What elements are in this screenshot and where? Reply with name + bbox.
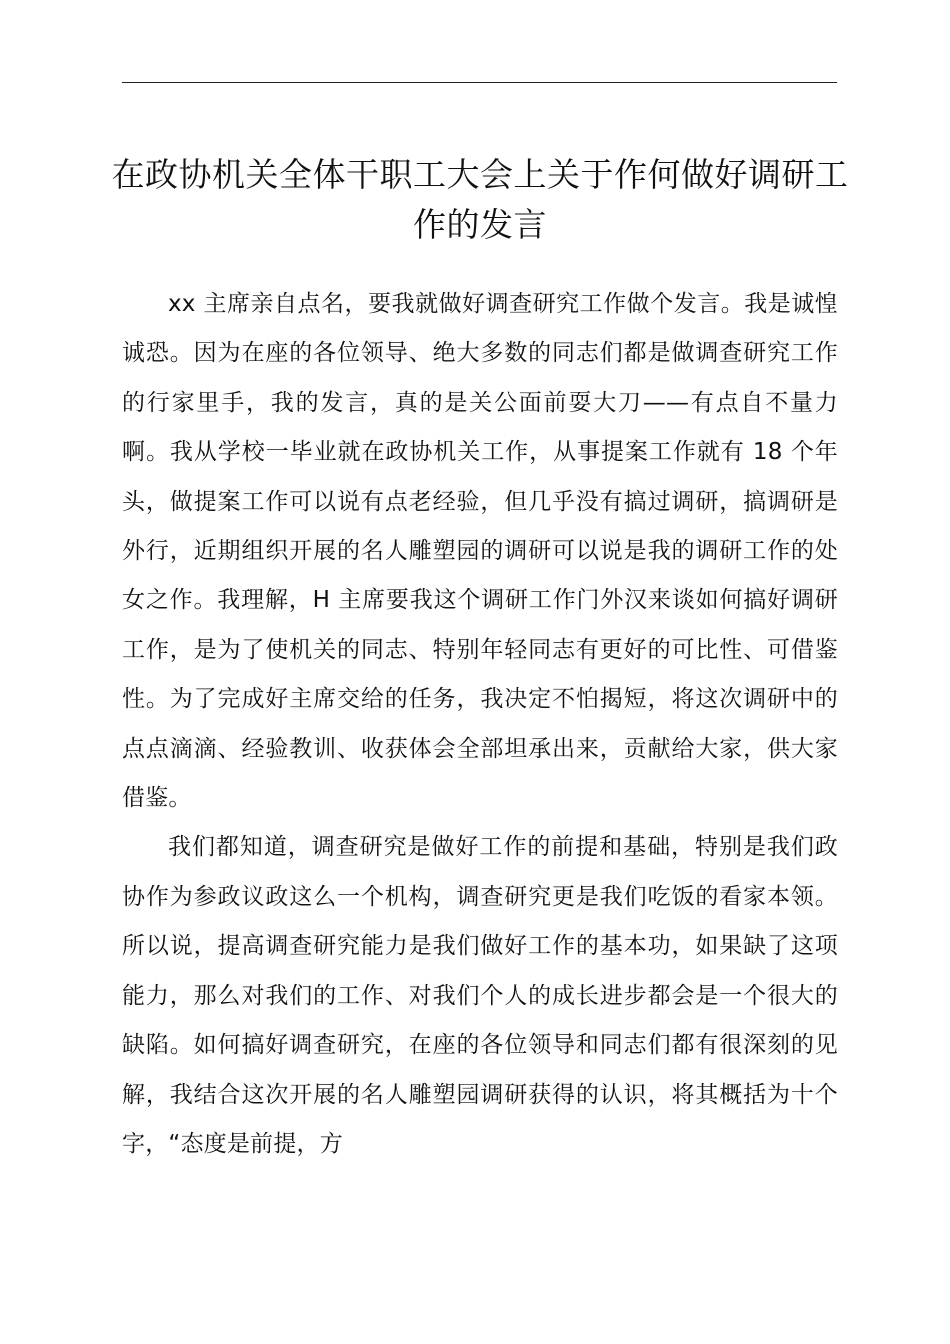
header-rule [122, 82, 837, 83]
document-title: 在政协机关全体干职工大会上关于作何做好调研工作的发言 [111, 155, 849, 244]
document-body [122, 280, 838, 1169]
paragraph: xx 主席亲自点名，要我就做好调查研究工作做个发言。我是诚惶诚恐。因为在座的各位领导、绝大多数的同志们都是做调查研究工作的行家里手，我的发言，真的是关公面前耍大刀——有点自不量力啊。我从学校一毕业就在政协机关工作，从事提案工作就有 18 个年头，做提案工作可以说有点老经验，但几乎没有搞过调研，搞调研是外行，近期组织开展的名人雕塑园的调研可以说是我的调研工作的处女之作。我理解，H 主席要我这个调研工作门外汉来谈如何搞好调研工作，是为了使机关的同志、特别年轻同志有更好的可比性、可借鉴性。为了完成好主席交给的任务，我决定不怕揭短，将这次调研中的点点滴滴、经验教训、收获体会全部坦承出来，贡献给大家，供大家借鉴。 [122, 291, 838, 812]
paragraph: 我们都知道，调查研究是做好工作的前提和基础，特别是我们政协作为参政议政这么一个机构，调查研究更是我们吃饭的看家本领。所以说，提高调查研究能力是我们做好工作的基本功，如果缺了这项能力，那么对我们的工作、对我们个人的成长进步都会是一个很大的缺陷。如何搞好调查研究，在座的各位领导和同志们都有很深刻的见解，我结合这次开展的名人雕塑园调研获得的认识，将其概括为十个字，“态度是前提，方 [122, 834, 838, 1157]
